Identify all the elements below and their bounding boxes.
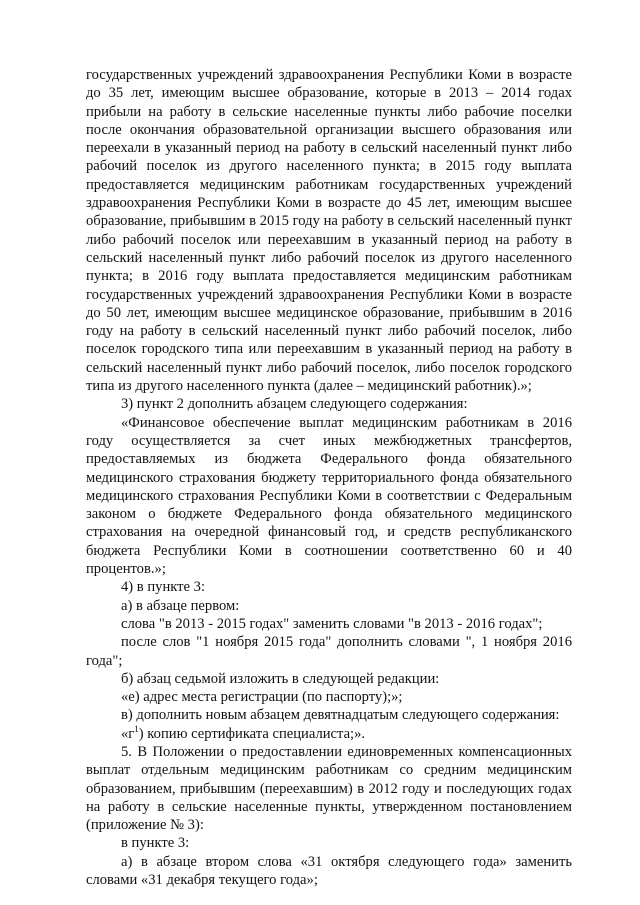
paragraph-item-5: 5. В Положении о предоставлении единовременных компенсационных выплат отдельным медицинским работникам со средним медицинским образованием, прибывшим (переехавшим) в 2012 году и последующих годах на работу в сельские населенные пункты, утвержденном постановлением (приложение № 3):: [86, 743, 572, 834]
paragraph-item-5a: а) в абзаце втором слова «31 октября следующего года» заменить словами «31 декабря текущего года»;: [86, 853, 572, 889]
paragraph-item-g1-quote: [86, 725, 572, 743]
paragraph-continuation: государственных учреждений здравоохранения Республики Коми в возрасте до 35 лет, имеющим высшее образование, которые в 2013 – 2014 годах прибыли на работу в сельские населенные пункты либо рабочие поселки после окончания образовательной организации высшего образования или переехали в указанный период на работу в сельский населенный пункт либо рабочий поселок из другого населенного пункта; в 2015 году выплата предоставляется медицинским работникам государственных учреждений здравоохранения Республики Коми в возрасте до 45 лет, имеющим высшее образование, прибывшим в 2015 году на работу в сельский населенный пункт либо рабочий поселок или переехавшим в указанный период на работу в сельский населенный пункт либо рабочий поселок из другого населенного пункта; в 2016 году выплата предоставляется медицинским работникам государственных учреждений здравоохранения Республики Коми в возрасте до 50 лет, имеющим высшее медицинское образование, прибывшим в 2016 году на работу в сельский населенный пункт либо рабочий поселок, либо поселок городского типа или переехавшим в указанный период на работу в сельский населенный пункт либо рабочий поселок, либо поселок городского типа из другого населенного пункта (далее – медицинский работник).»;: [86, 67, 572, 395]
g1-superscript: 1: [134, 723, 139, 734]
g1-suffix: ) копию сертификата специалиста;».: [138, 725, 366, 742]
paragraph-item-4a: а) в абзаце первом:: [121, 597, 240, 614]
paragraph-item-5-point-3: в пункте 3:: [121, 835, 190, 852]
paragraph-financing-quote: «Финансовое обеспечение выплат медицинским работникам в 2016 году осуществляется за счет иных межбюджетных трансфертов, предоставляемых из бюджета Федерального фонда обязательного медицинского страхования бюджету территориального фонда обязательного медицинского страхования Республики Коми в соответствии с Федеральным законом о бюджете Федерального фонда обязательного медицинского страхования на очередной финансовый год, и средств республиканского бюджета Республики Коми в соотношении соответственно 60 и 40 процентов.»;: [86, 414, 572, 578]
document-page: [86, 66, 572, 889]
paragraph-after-words: после слов "1 ноября 2015 года" дополнить словами ", 1 ноября 2016 года";: [86, 634, 572, 669]
paragraph-item-e-quote: «е) адрес места регистрации (по паспорту);»;: [121, 689, 403, 706]
paragraph-item-3: 3) пункт 2 дополнить абзацем следующего содержания:: [121, 396, 468, 413]
g1-prefix: «г: [121, 725, 135, 742]
paragraph-item-4v: в) дополнить новым абзацем девятнадцатым следующего содержания:: [121, 707, 560, 724]
paragraph-words-replace: слова "в 2013 - 2015 годах" заменить словами "в 2013 - 2016 годах";: [121, 615, 543, 632]
paragraph-item-4: 4) в пункте 3:: [121, 579, 206, 596]
paragraph-item-4b: б) абзац седьмой изложить в следующей редакции:: [121, 670, 440, 687]
